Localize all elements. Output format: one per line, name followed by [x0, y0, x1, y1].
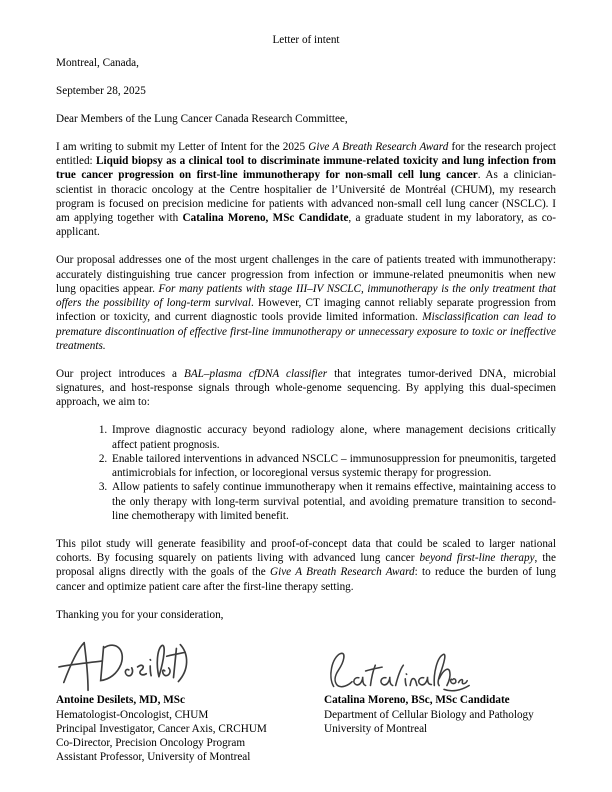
paragraph-project: Our project introduces a BAL–plasma cfDNA classifier that integrates tumor-derived DNA, microbial signatures, and host-response signals through whole-genome sequencing. By applying this dual-specimen approach, we aim to: — [56, 367, 556, 409]
aims-list — [56, 423, 556, 523]
signature-area-left — [56, 635, 324, 693]
signatory-title-line: University of Montreal — [324, 722, 428, 735]
signatory-title-line: Principal Investigator, Cancer Axis, CRCHUM — [56, 722, 267, 735]
location-line: Montreal, Canada, — [56, 57, 139, 70]
paragraph-pilot-study: This pilot study will generate feasibility and proof-of-concept data that could be scaled to larger national cohorts. By focusing squarely on patients living with advanced lung cancer beyond first-line therapy, the proposal aligns directly with the goals of the Give A Breath Research Award: to reduce the burden of lung cancer and optimize patient care after the first-line therapy setting. — [56, 537, 556, 593]
signatory-title-line: Assistant Professor, University of Montreal — [56, 751, 251, 764]
signatory-block-antoine-desilets — [56, 635, 324, 764]
aim-item-3: 3. Allow patients to safely continue immunotherapy when it remains effective, maintaining access to the only therapy with long-term survival potential, and avoiding premature transition to second-line chemotherapy with limited benefit. — [110, 480, 556, 523]
signatory-title-line: Hematologist-Oncologist, CHUM — [56, 708, 209, 721]
page-title: Letter of intent — [272, 34, 340, 46]
closing-line: Thanking you for your consideration, — [56, 608, 224, 621]
date-line: September 28, 2025 — [56, 85, 146, 98]
signatory-block-catalina-moreno — [324, 635, 556, 764]
signature-section — [56, 635, 556, 764]
paragraph-introduction: I am writing to submit my Letter of Intent for the 2025 Give A Breath Research Award for the research project entitled: Liquid biopsy as a clinical tool to discriminate immune-related toxicity and lung infection from true cancer progression on first-line immunotherapy for non-small cell lung cancer. As a clinician-scientist in thoracic oncology at the Centre hospitalier de l’Université de Montréal (CHUM), my research program is focused on precision medicine for patients with advanced non-small cell lung cancer (NSCLC). I am applying together with Catalina Moreno, MSc Candidate, a graduate student in my laboratory, as co-applicant. — [56, 140, 556, 239]
signatory-title-line: Department of Cellular Biology and Pathology — [324, 708, 534, 721]
paragraph-problem: Our proposal addresses one of the most urgent challenges in the care of patients treated with immunotherapy: accurately distinguishing true cancer progression from infection or immune-related pneumonitis when new lung opacities appear. For many patients with stage III–IV NSCLC, immunotherapy is the only treatment that offers the possibility of long-term survival. However, CT imaging cannot reliably separate progression from infection or toxicity, and current diagnostic tools provide limited information. Misclassification can lead to premature discontinuation of effective first-line immunotherapy or unnecessary exposure to toxic or ineffective treatments. — [56, 254, 557, 353]
aim-item-2: 2. Enable tailored interventions in advanced NSCLC – immunosuppression for pneumonitis, targeted antimicrobials for infection, or locoregional versus systemic therapy for progression. — [110, 452, 556, 481]
antoine-desilets-signature — [56, 637, 190, 693]
signature-area-right — [324, 635, 556, 693]
aim-item-1: 1. Improve diagnostic accuracy beyond radiology alone, where management decisions critically affect patient prognosis. — [110, 423, 556, 452]
catalina-moreno-signature — [324, 649, 474, 693]
salutation: Dear Members of the Lung Cancer Canada Research Committee, — [56, 112, 348, 125]
signatory-name: Antoine Desilets, MD, MSc — [56, 694, 185, 707]
signatory-name: Catalina Moreno, BSc, MSc Candidate — [324, 694, 510, 707]
signatory-title-line: Co-Director, Precision Oncology Program — [56, 737, 246, 750]
